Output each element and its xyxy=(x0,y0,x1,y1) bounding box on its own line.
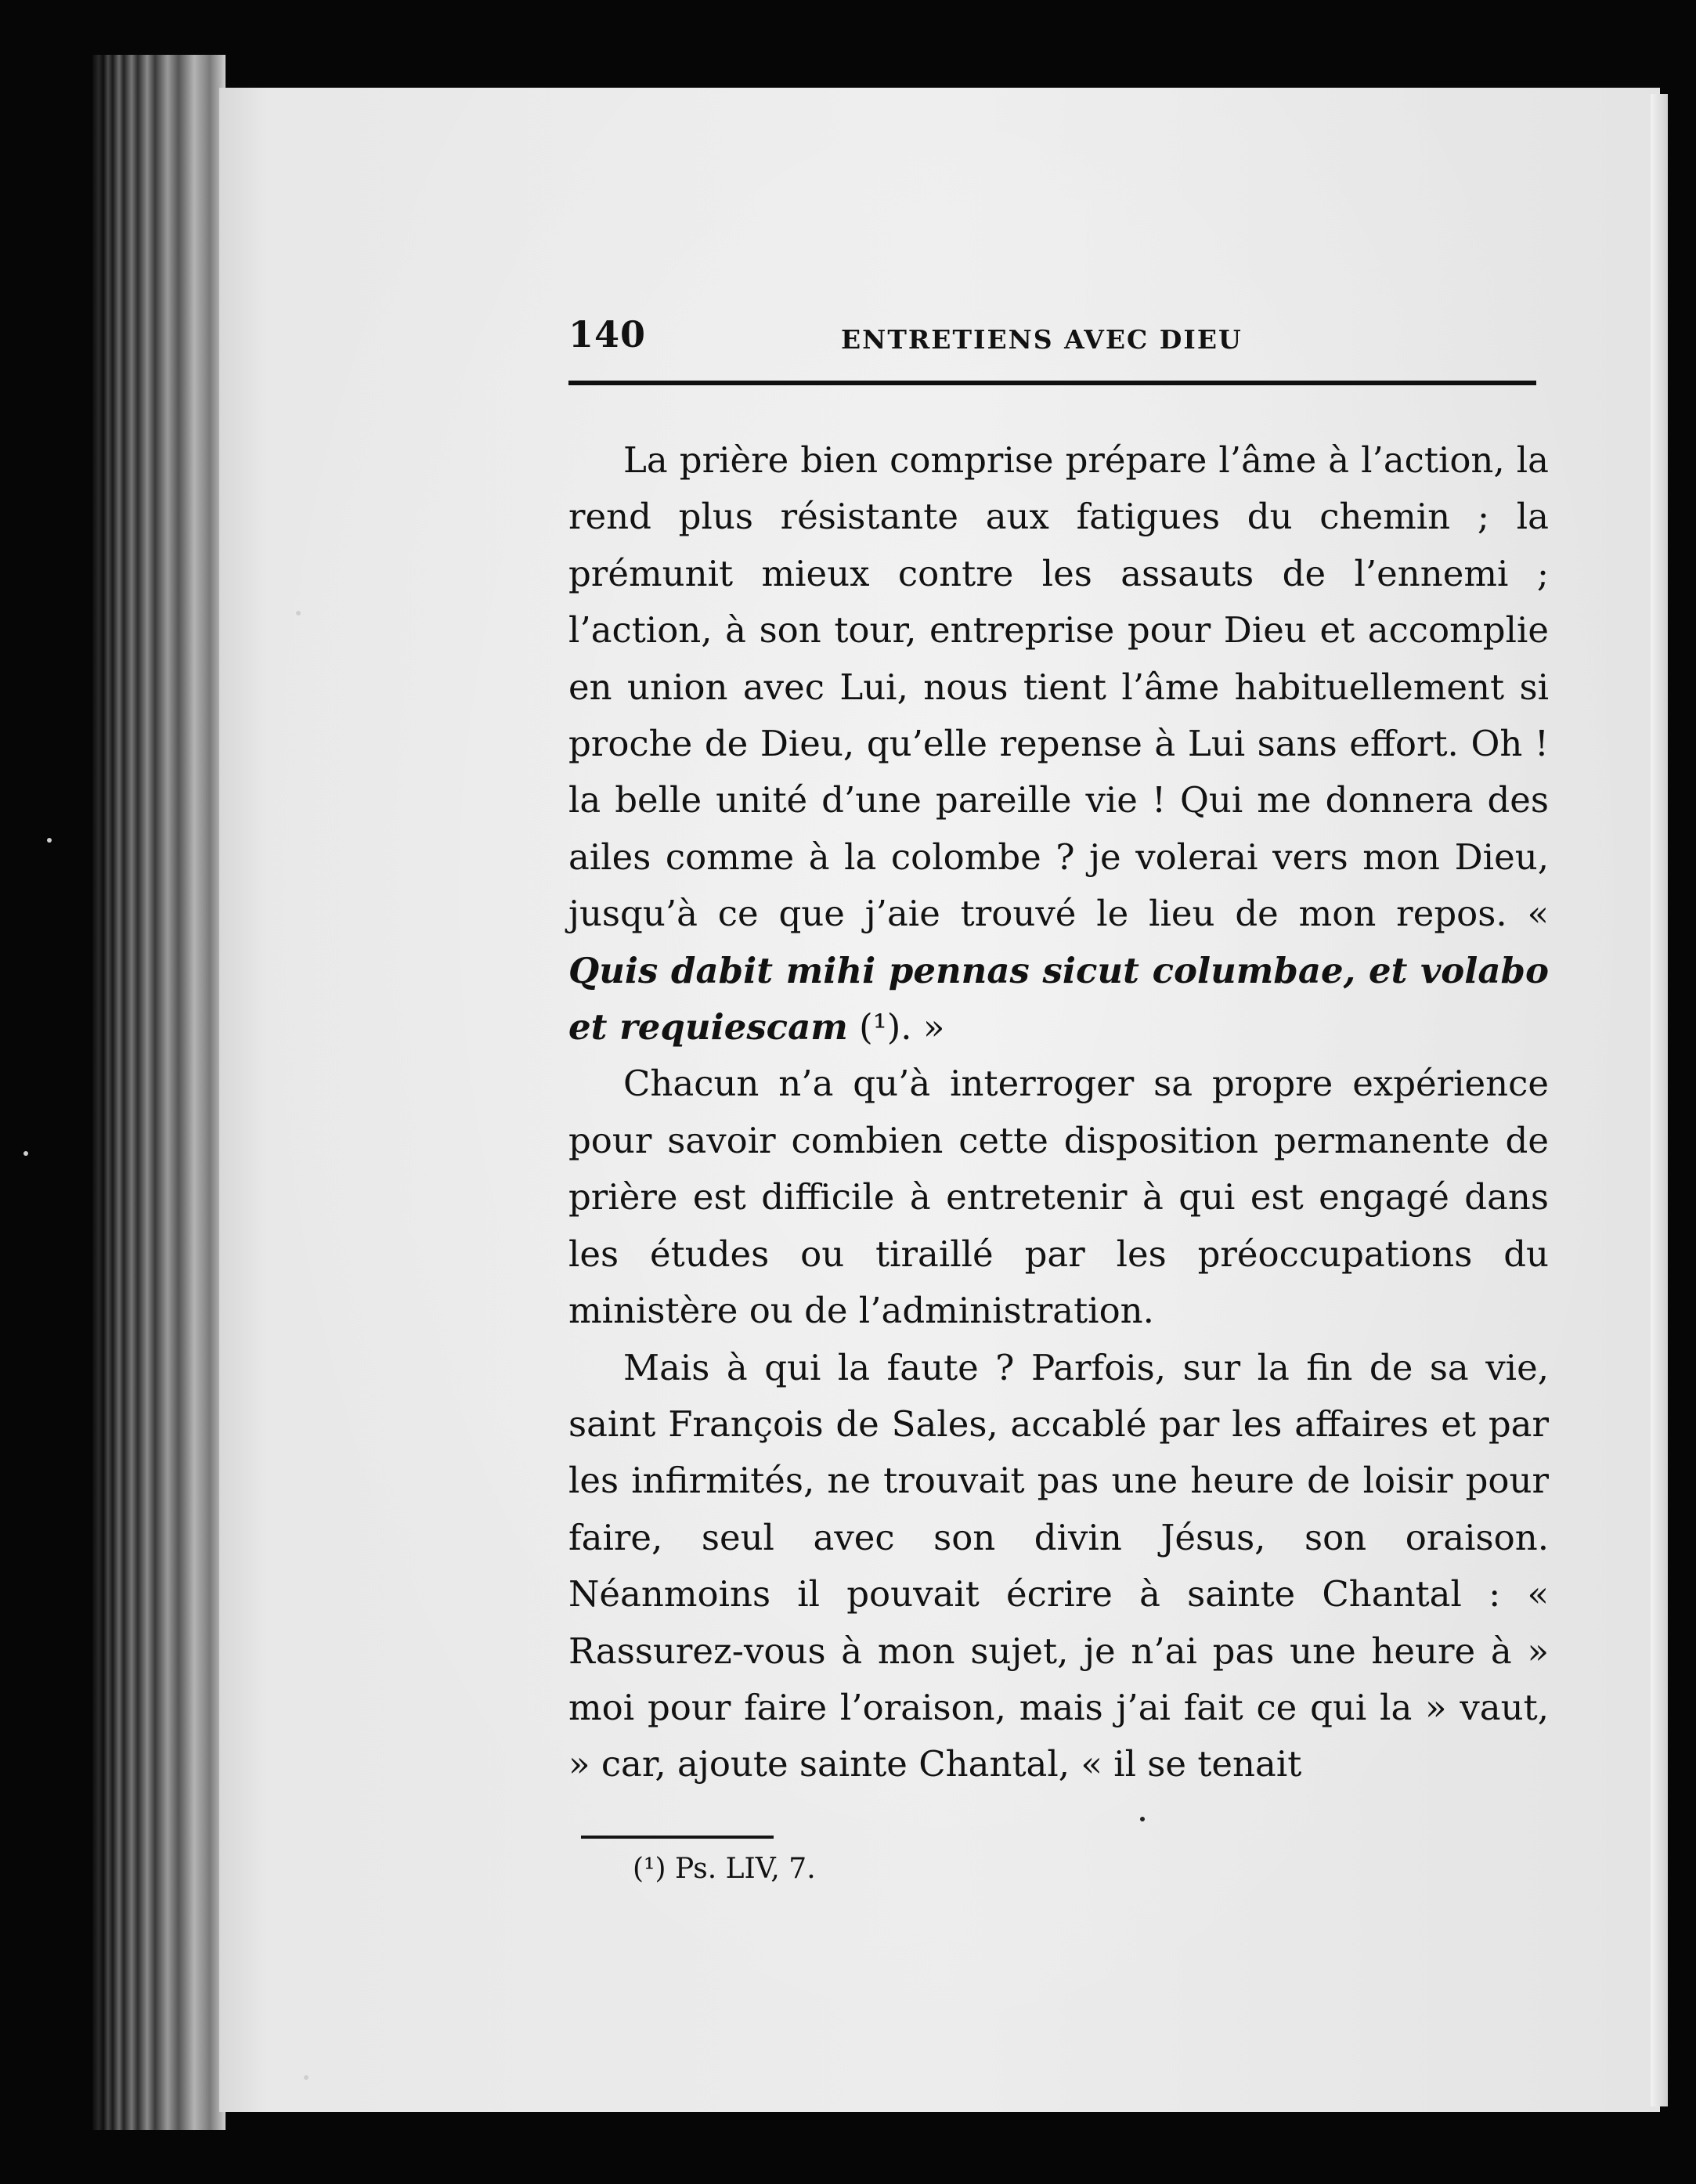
right-page-edge xyxy=(1651,94,1668,2106)
running-title: ENTRETIENS AVEC DIEU xyxy=(841,324,1243,355)
paragraph-1 xyxy=(568,432,1549,1056)
scan-speck xyxy=(1140,1817,1145,1821)
scan-speck xyxy=(23,1151,28,1156)
footnote-rule xyxy=(581,1836,774,1839)
header-rule xyxy=(568,381,1536,385)
paragraph-2: Chacun n’a qu’à interroger sa propre expérience pour savoir combien cette disposition permanente de prière est difficile à entretenir à qui est engagé dans les études ou tiraillé par les préoccupations du ministère ou de l’administration. xyxy=(568,1063,1549,1332)
paragraph-1-end: (¹). » xyxy=(847,1006,945,1049)
scan-speck xyxy=(296,611,301,615)
paragraph-3: Mais à qui la faute ? Parfois, sur la fin de sa vie, saint François de Sales, accablé par les affaires et par les infirmités, ne trouvait pas une heure de loisir pour faire, seul avec son divin Jésus, son oraison. Néanmoins il pouvait écrire à sainte Chantal : « Rassurez-vous à mon sujet, je n’ai pas une heure à » moi pour faire l’oraison, mais j’ai fait ce qui la » vaut, » car, ajoute sainte Chantal, « il se tenait xyxy=(568,1346,1549,1785)
page-header xyxy=(568,313,1536,376)
footnote: (¹) Ps. LIV, 7. xyxy=(633,1853,816,1885)
page-number: 140 xyxy=(568,313,647,356)
page-block-edge xyxy=(92,55,226,2130)
latin-quotation: Quis dabit mihi pennas sicut columbae, et volabo et requiescam xyxy=(568,949,1549,1049)
body-text xyxy=(568,432,1549,1793)
scan-speck xyxy=(304,2075,309,2080)
paragraph-1-text: La prière bien comprise prépare l’âme à l’action, la rend plus résistante aux fatigues du chemin ; la prémunit mieux contre les assauts de l’ennemi ; l’action, à son tour, entreprise pour Dieu et accomplie en union avec Lui, nous tient l’âme habituellement si proche de Dieu, qu’elle repense à Lui sans effort. Oh ! la belle unité d’une pareille vie ! Qui me donnera des ailes comme à la colombe ? je volerai vers mon Dieu, jusqu’à ce que j’aie trouvé le lieu de mon repos. « xyxy=(568,439,1549,935)
scan-speck xyxy=(47,838,52,843)
